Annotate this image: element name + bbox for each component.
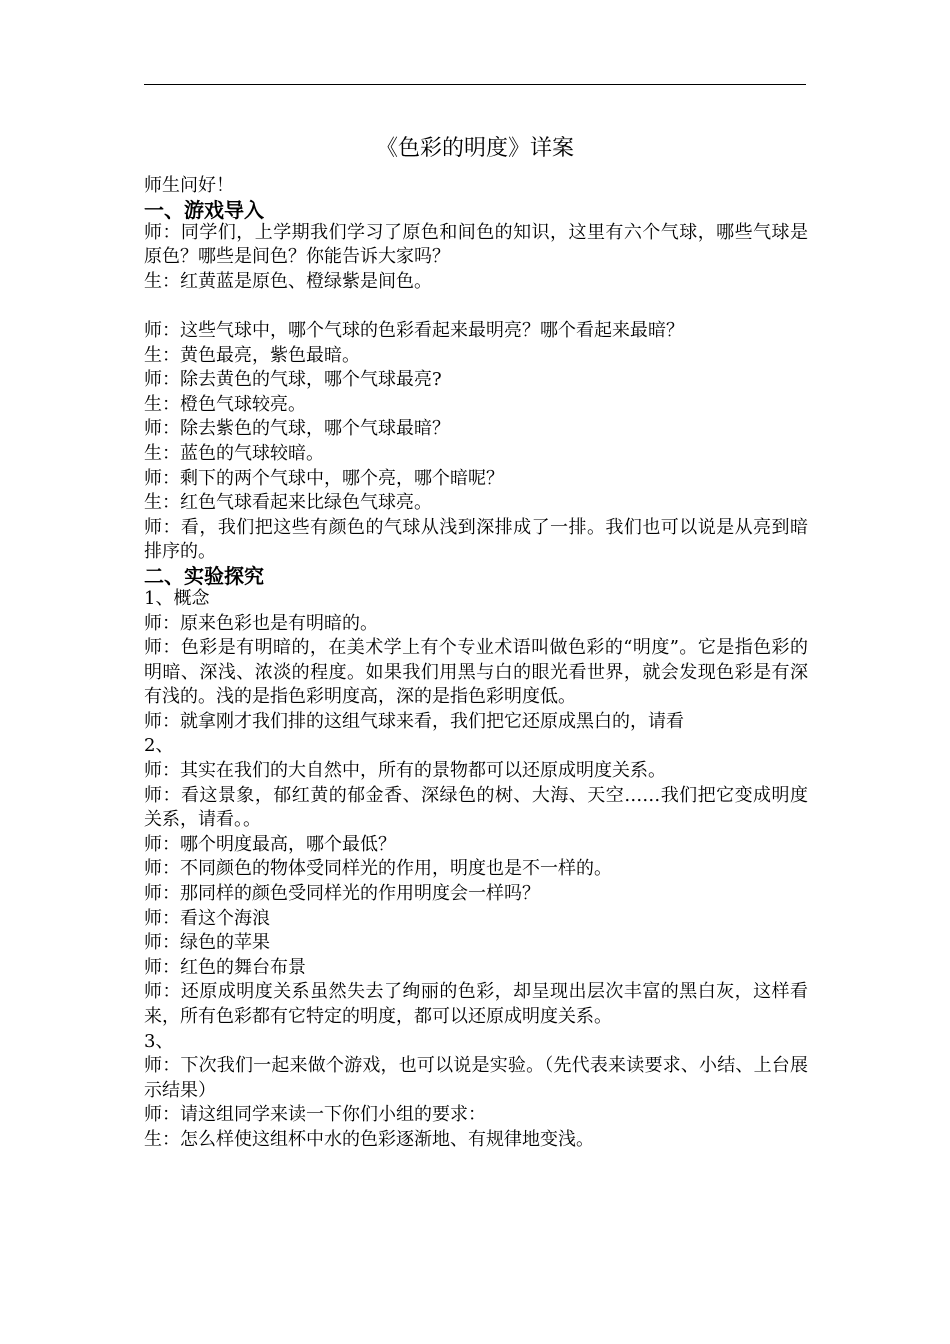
paragraph: 生：蓝色的气球较暗。 — [144, 442, 324, 464]
paragraph: 2、 — [144, 735, 174, 757]
paragraph: 师：原来色彩也是有明暗的。 — [144, 612, 378, 634]
paragraph: 3、 — [144, 1030, 174, 1052]
paragraph: 师：看这景象，郁红黄的郁金香、深绿色的树、大海、天空……我们把它变成明度关系，请看。。 — [144, 784, 808, 831]
paragraph: 师：还原成明度关系虽然失去了绚丽的色彩，却呈现出层次丰富的黑白灰，这样看来，所有色彩都有它特定的明度，都可以还原成明度关系。 — [144, 981, 808, 1027]
paragraph: 师：看，我们把这些有颜色的气球从浅到深排成了一排。我们也可以说是从亮到暗排序的。 — [144, 516, 808, 563]
paragraph: 师：这些气球中，哪个气球的色彩看起来最明亮？哪个看起来最暗？ — [144, 319, 684, 341]
paragraph: 1、概念 — [144, 587, 210, 609]
paragraph: 师：红色的舞台布景 — [144, 956, 306, 978]
paragraph: 生：红黄蓝是原色、橙绿紫是间色。 — [144, 270, 432, 292]
blank-line — [144, 294, 808, 319]
paragraph: 师：同学们，上学期我们学习了原色和间色的知识，这里有六个气球，哪些气球是原色？哪些是间色？你能告诉大家吗？ — [144, 221, 808, 268]
paragraph: 师：不同颜色的物体受同样光的作用，明度也是不一样的。 — [144, 858, 612, 880]
greeting-line: 师生问好！ — [144, 175, 234, 196]
paragraph: 师：就拿刚才我们排的这组气球来看，我们把它还原成黑白的，请看 — [144, 710, 684, 732]
paragraph: 生：怎么样使这组杯中水的色彩逐渐地、有规律地变浅。 — [144, 1128, 594, 1150]
header-rule — [144, 84, 806, 85]
document-title: 《色彩的明度》详案 — [375, 136, 574, 161]
paragraph: 师：除去紫色的气球，哪个气球最暗？ — [144, 418, 450, 440]
paragraph: 师：看这个海浪 — [144, 907, 270, 929]
paragraph: 师：除去黄色的气球，哪个气球最亮? — [144, 369, 442, 391]
paragraph: 师：那同样的颜色受同样光的作用明度会一样吗？ — [144, 883, 540, 905]
document-body — [144, 174, 808, 1153]
paragraph: 师：下次我们一起来做个游戏，也可以说是实验。（先代表来读要求、小结、上台展示结果） — [144, 1055, 808, 1101]
paragraph: 师：剩下的两个气球中，哪个亮，哪个暗呢？ — [144, 467, 504, 489]
section-heading-experiment: 二、实验探究 — [144, 563, 264, 588]
paragraph: 师：绿色的苹果 — [144, 932, 270, 954]
paragraph: 师：请这组同学来读一下你们小组的要求： — [144, 1104, 486, 1126]
paragraph: 生：橙色气球较亮。 — [144, 393, 306, 415]
paragraph: 生：黄色最亮，紫色最暗。 — [144, 344, 360, 366]
paragraph: 生：红色气球看起来比绿色气球亮。 — [144, 492, 432, 514]
section-heading-game-intro: 一、游戏导入 — [144, 197, 264, 222]
paragraph: 师：色彩是有明暗的，在美术学上有个专业术语叫做色彩的“明度”。它是指色彩的明暗、深浅、浓淡的程度。如果我们用黑与白的眼光看世界，就会发现色彩是有深有浅的。浅的是指色彩明度高，深的是指色彩明度低。 — [144, 637, 808, 708]
paragraph: 师：哪个明度最高，哪个最低？ — [144, 833, 396, 855]
paragraph: 师：其实在我们的大自然中，所有的景物都可以还原成明度关系。 — [144, 760, 666, 782]
